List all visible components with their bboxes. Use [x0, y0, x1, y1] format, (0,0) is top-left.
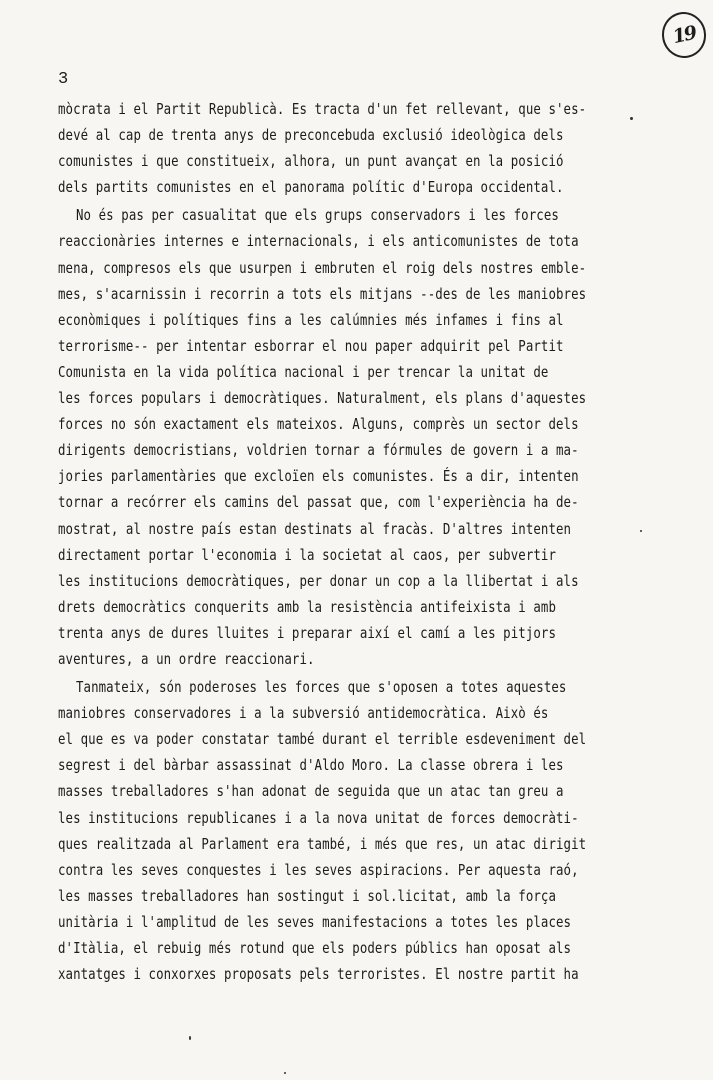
text-line: les forces populars i democràtiques. Naturalment, els plans d'aquestes	[58, 389, 587, 408]
text-line: masses treballadores s'han adonat de seguida que un atac tan greu a	[58, 782, 564, 801]
text-line: reaccionàries internes e internacionals, i els anticomunistes de tota	[58, 232, 579, 251]
text-line: segrest i del bàrbar assassinat d'Aldo Moro. La classe obrera i les	[58, 756, 564, 775]
paragraph	[58, 202, 658, 672]
text-line: Tanmateix, són poderoses les forces que s'oposen a totes aquestes	[76, 678, 567, 697]
text-line: mostrat, al nostre país estan destinats al fracàs. D'altres intenten	[58, 519, 572, 538]
body-text	[58, 96, 658, 987]
text-line: aventures, a un ordre reaccionari.	[58, 649, 315, 668]
text-line: mena, compresos els que usurpen i embruten el roig dels nostres emble-	[58, 258, 587, 277]
text-line: Comunista en la vida política nacional i per trencar la unitat de	[58, 362, 549, 381]
stamp-number: 19	[670, 21, 698, 49]
text-line: mes, s'acarnissin i recorrin a tots els mitjans --des de les maniobres	[58, 284, 587, 303]
text-line: xantatges i conxorxes proposats pels terroristes. El nostre partit ha	[58, 965, 579, 984]
text-line: d'Itàlia, el rebuig més rotund que els poders públics han oposat als	[58, 939, 572, 957]
text-line: les masses treballadores han sostingut i sol.licitat, amb la força	[58, 886, 556, 905]
text-line: comunistes i que constitueix, alhora, un punt avançat en la posició	[58, 152, 564, 171]
text-line: devé al cap de trenta anys de preconcebuda exclusió ideològica dels	[58, 126, 564, 145]
text-line: terrorisme-- per intentar esborrar el nou paper adquirit pel Partit	[58, 336, 564, 355]
ink-speck	[189, 1036, 191, 1040]
text-line: No és pas per casualitat que els grups conservadors i les forces	[76, 206, 559, 225]
paragraph	[58, 96, 658, 200]
text-line: dirigents democristians, voldrien tornar a fórmules de govern i a ma-	[58, 441, 579, 460]
text-line: unitària i l'amplitud de les seves manifestacions a totes les places	[58, 912, 572, 931]
text-line: maniobres conservadores i a la subversió antidemocràtica. Això és	[58, 704, 549, 723]
ink-speck	[630, 117, 633, 120]
text-line: dels partits comunistes en el panorama polític d'Europa occidental.	[58, 178, 564, 197]
ink-speck	[284, 1072, 286, 1074]
text-line: les institucions republicanes i a la nova unitat de forces democràti-	[58, 808, 579, 827]
text-line: trenta anys de dures lluites i preparar així el camí a les pitjors	[58, 623, 556, 642]
text-line: mòcrata i el Partit Republicà. Es tracta d'un fet rellevant, que s'es-	[58, 100, 587, 118]
text-line: les institucions democràtiques, per donar un cop a la llibertat i als	[58, 571, 579, 590]
ink-speck	[640, 530, 642, 532]
text-line: econòmiques i polítiques fins a les calúmnies més infames i fins al	[58, 310, 564, 329]
paragraph	[58, 674, 658, 987]
page-number: 3	[58, 70, 69, 89]
text-line: forces no són exactament els mateixos. Alguns, comprès un sector dels	[58, 415, 579, 434]
text-line: contra les seves conquestes i les seves aspiracions. Per aquesta raó,	[58, 860, 579, 879]
text-line: ques realitzada al Parlament era també, i més que res, un atac dirigit	[58, 834, 587, 853]
text-line: drets democràtics conquerits amb la resistència antifeixista i amb	[58, 597, 556, 616]
text-line: jories parlamentàries que excloïen els comunistes. És a dir, intenten	[58, 467, 579, 486]
text-line: directament portar l'economia i la societat al caos, per subvertir	[58, 545, 556, 564]
text-line: tornar a recórrer els camins del passat que, com l'experiència ha de-	[58, 493, 579, 512]
page-stamp	[658, 8, 711, 62]
text-line: el que es va poder constatar també durant el terrible esdeveniment del	[58, 730, 587, 749]
